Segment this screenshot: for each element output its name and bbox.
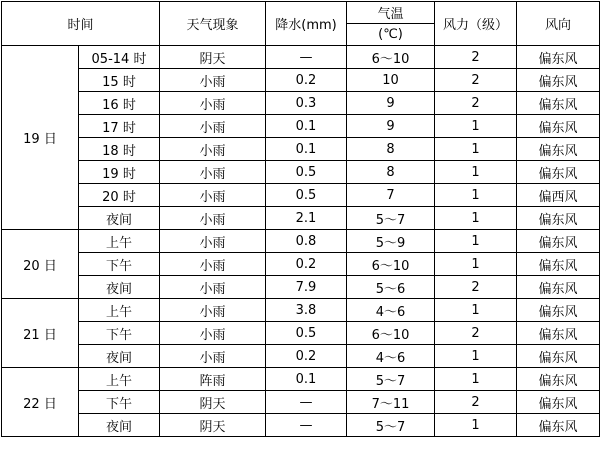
wind-direction-cell: 偏东风 <box>517 115 600 138</box>
period-cell: 05-14 时 <box>79 46 160 69</box>
period-cell: 上午 <box>79 299 160 322</box>
wind-force-cell: 1 <box>435 184 517 207</box>
temperature-cell: 8 <box>347 138 435 161</box>
weather-cell: 小雨 <box>160 276 266 299</box>
temperature-cell: 5～9 <box>347 230 435 253</box>
temperature-cell: 10 <box>347 69 435 92</box>
precipitation-cell: 0.1 <box>266 138 347 161</box>
weather-forecast-table <box>1 1 600 437</box>
wind-direction-cell: 偏西风 <box>517 184 600 207</box>
table-row <box>2 161 600 184</box>
table-row <box>2 138 600 161</box>
weather-cell: 小雨 <box>160 230 266 253</box>
weather-cell: 小雨 <box>160 92 266 115</box>
precipitation-cell: 0.8 <box>266 230 347 253</box>
temperature-cell: 5～7 <box>347 414 435 437</box>
period-cell: 15 时 <box>79 69 160 92</box>
wind-force-cell: 2 <box>435 69 517 92</box>
table-row <box>2 322 600 345</box>
temperature-cell: 9 <box>347 92 435 115</box>
period-cell: 下午 <box>79 391 160 414</box>
header-time: 时间 <box>2 2 160 46</box>
wind-direction-cell: 偏东风 <box>517 253 600 276</box>
wind-direction-cell: 偏东风 <box>517 299 600 322</box>
wind-direction-cell: 偏东风 <box>517 92 600 115</box>
temperature-cell: 7 <box>347 184 435 207</box>
period-cell: 下午 <box>79 253 160 276</box>
weather-cell: 小雨 <box>160 184 266 207</box>
period-cell: 上午 <box>79 230 160 253</box>
table-row <box>2 46 600 69</box>
table-row <box>2 184 600 207</box>
temperature-cell: 4～6 <box>347 299 435 322</box>
precipitation-cell: 3.8 <box>266 299 347 322</box>
temperature-cell: 6～10 <box>347 322 435 345</box>
period-cell: 16 时 <box>79 92 160 115</box>
precipitation-cell: 0.2 <box>266 345 347 368</box>
wind-direction-cell: 偏东风 <box>517 276 600 299</box>
period-cell: 夜间 <box>79 414 160 437</box>
wind-direction-cell: 偏东风 <box>517 161 600 184</box>
weather-cell: 小雨 <box>160 299 266 322</box>
table-row <box>2 69 600 92</box>
weather-cell: 小雨 <box>160 345 266 368</box>
table-row <box>2 230 600 253</box>
wind-force-cell: 2 <box>435 46 517 69</box>
weather-cell: 小雨 <box>160 115 266 138</box>
weather-cell: 阴天 <box>160 46 266 69</box>
day-cell: 22 日 <box>2 368 79 437</box>
precipitation-cell: — <box>266 414 347 437</box>
period-cell: 上午 <box>79 368 160 391</box>
table-row <box>2 92 600 115</box>
temperature-cell: 6～10 <box>347 253 435 276</box>
temperature-cell: 5～7 <box>347 368 435 391</box>
table-row <box>2 391 600 414</box>
period-cell: 夜间 <box>79 276 160 299</box>
temperature-cell: 9 <box>347 115 435 138</box>
precipitation-cell: 0.2 <box>266 69 347 92</box>
wind-force-cell: 2 <box>435 391 517 414</box>
header-wind-force: 风力（级） <box>435 2 517 46</box>
weather-cell: 小雨 <box>160 322 266 345</box>
table-row <box>2 299 600 322</box>
precipitation-cell: 0.5 <box>266 161 347 184</box>
wind-force-cell: 1 <box>435 368 517 391</box>
weather-cell: 小雨 <box>160 207 266 230</box>
wind-direction-cell: 偏东风 <box>517 230 600 253</box>
wind-force-cell: 2 <box>435 322 517 345</box>
table-row <box>2 253 600 276</box>
day-cell: 21 日 <box>2 299 79 368</box>
period-cell: 20 时 <box>79 184 160 207</box>
weather-cell: 阵雨 <box>160 368 266 391</box>
wind-force-cell: 1 <box>435 299 517 322</box>
wind-direction-cell: 偏东风 <box>517 138 600 161</box>
wind-force-cell: 1 <box>435 345 517 368</box>
table-row <box>2 115 600 138</box>
wind-force-cell: 1 <box>435 230 517 253</box>
wind-direction-cell: 偏东风 <box>517 414 600 437</box>
wind-force-cell: 1 <box>435 207 517 230</box>
day-cell: 20 日 <box>2 230 79 299</box>
wind-force-cell: 2 <box>435 276 517 299</box>
period-cell: 19 时 <box>79 161 160 184</box>
weather-cell: 小雨 <box>160 253 266 276</box>
wind-direction-cell: 偏东风 <box>517 391 600 414</box>
wind-direction-cell: 偏东风 <box>517 69 600 92</box>
temperature-cell: 4～6 <box>347 345 435 368</box>
table-row <box>2 345 600 368</box>
wind-force-cell: 2 <box>435 92 517 115</box>
weather-cell: 小雨 <box>160 161 266 184</box>
table-row <box>2 368 600 391</box>
precipitation-cell: 0.3 <box>266 92 347 115</box>
header-precipitation: 降水(mm) <box>266 2 347 46</box>
temperature-cell: 5～7 <box>347 207 435 230</box>
weather-cell: 小雨 <box>160 69 266 92</box>
header-weather: 天气现象 <box>160 2 266 46</box>
weather-cell: 阴天 <box>160 391 266 414</box>
table-row <box>2 207 600 230</box>
day-cell: 19 日 <box>2 46 79 230</box>
precipitation-cell: 0.5 <box>266 322 347 345</box>
header-temperature: 气温 <box>347 2 435 24</box>
weather-cell: 阴天 <box>160 414 266 437</box>
precipitation-cell: 7.9 <box>266 276 347 299</box>
precipitation-cell: 0.5 <box>266 184 347 207</box>
wind-force-cell: 1 <box>435 161 517 184</box>
wind-force-cell: 1 <box>435 253 517 276</box>
header-wind-direction: 风向 <box>517 2 600 46</box>
temperature-cell: 5～6 <box>347 276 435 299</box>
precipitation-cell: 2.1 <box>266 207 347 230</box>
wind-force-cell: 1 <box>435 138 517 161</box>
precipitation-cell: 0.2 <box>266 253 347 276</box>
weather-cell: 小雨 <box>160 138 266 161</box>
period-cell: 夜间 <box>79 207 160 230</box>
precipitation-cell: — <box>266 391 347 414</box>
header-temperature-unit: (℃) <box>347 24 435 46</box>
period-cell: 夜间 <box>79 345 160 368</box>
table-row <box>2 414 600 437</box>
period-cell: 17 时 <box>79 115 160 138</box>
period-cell: 18 时 <box>79 138 160 161</box>
precipitation-cell: 0.1 <box>266 368 347 391</box>
wind-direction-cell: 偏东风 <box>517 368 600 391</box>
table-row <box>2 276 600 299</box>
temperature-cell: 8 <box>347 161 435 184</box>
temperature-cell: 6～10 <box>347 46 435 69</box>
wind-direction-cell: 偏东风 <box>517 207 600 230</box>
precipitation-cell: 0.1 <box>266 115 347 138</box>
temperature-cell: 7～11 <box>347 391 435 414</box>
wind-direction-cell: 偏东风 <box>517 322 600 345</box>
wind-force-cell: 1 <box>435 414 517 437</box>
period-cell: 下午 <box>79 322 160 345</box>
wind-direction-cell: 偏东风 <box>517 46 600 69</box>
precipitation-cell: — <box>266 46 347 69</box>
wind-force-cell: 1 <box>435 115 517 138</box>
wind-direction-cell: 偏东风 <box>517 345 600 368</box>
